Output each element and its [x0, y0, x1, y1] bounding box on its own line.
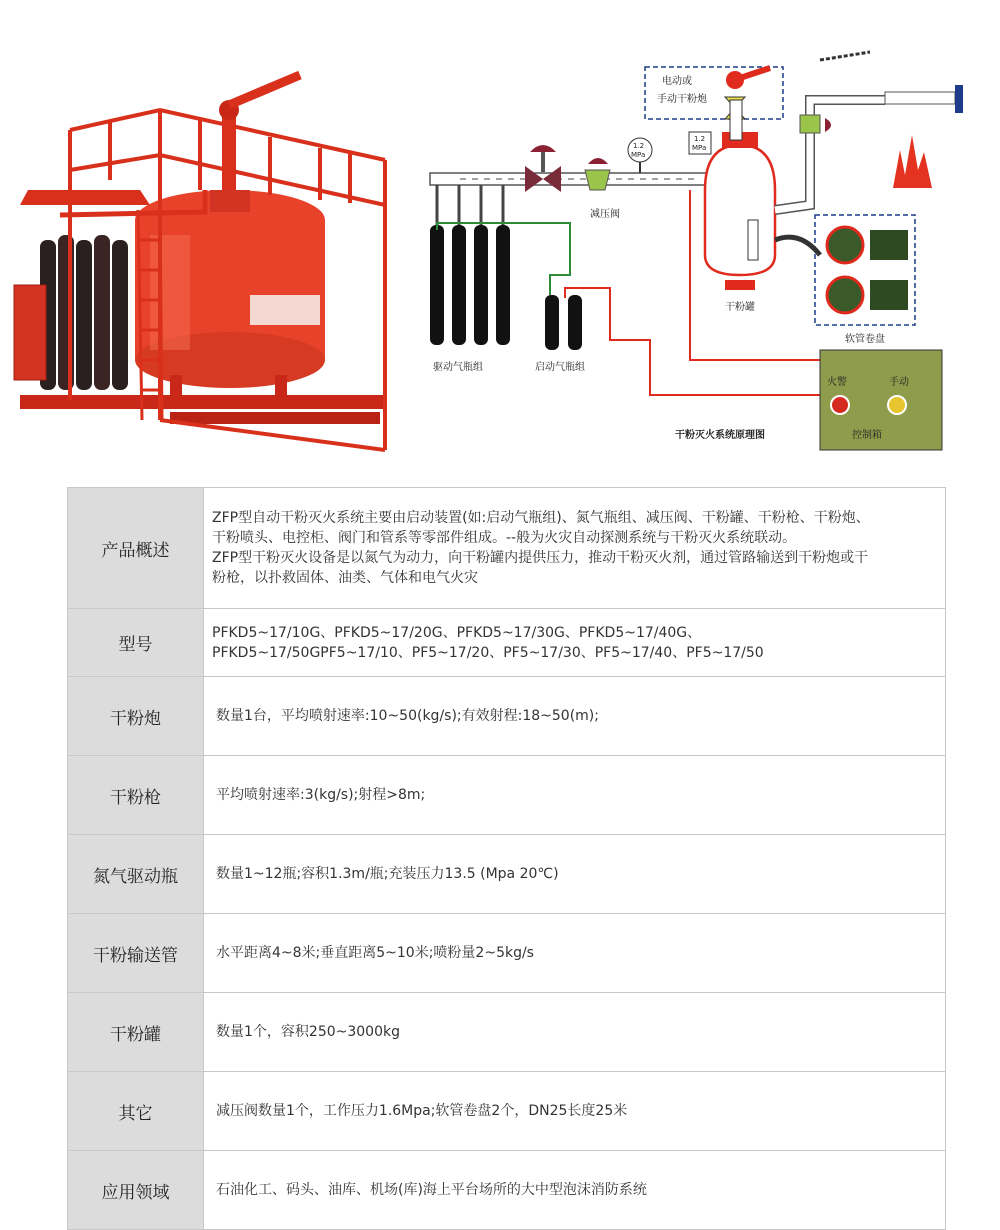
- control-cabinet: [14, 285, 46, 380]
- row-label: 干粉炮: [68, 677, 204, 756]
- system-schematic: [400, 40, 1000, 460]
- manual-label: 手动: [889, 377, 909, 388]
- pressure-gauge-1: [628, 138, 652, 173]
- row-label: 氮气驱动瓶: [68, 835, 204, 914]
- spec-table: [67, 487, 946, 1230]
- table-row: [68, 677, 946, 756]
- row-label: 应用领域: [68, 1151, 204, 1230]
- skid-base: [20, 395, 385, 409]
- row-value: 水平距离4~8米;垂直距离5~10米;喷粉量2~5kg/s: [204, 914, 946, 993]
- table-row: [68, 835, 946, 914]
- fire-alarm-label: 火警: [827, 377, 847, 388]
- table-row: [68, 914, 946, 993]
- row-value: 数量1台，平均喷射速率:10~50(kg/s);有效射程:18~50(m);: [204, 677, 946, 756]
- cannon-label-1: 电动或: [662, 76, 692, 87]
- row-label: 干粉输送管: [68, 914, 204, 993]
- table-row: [68, 993, 946, 1072]
- powder-tank-diagram: [705, 100, 775, 290]
- starter-cylinders-icon: [545, 295, 582, 350]
- reducer-valve-icon: [585, 158, 610, 190]
- cannon-label-2: 手动干粉炮: [657, 94, 707, 105]
- row-label: 干粉枪: [68, 756, 204, 835]
- driver-cylinders-icon: [430, 185, 510, 345]
- table-row: [68, 756, 946, 835]
- row-value: 减压阀数量1个，工作压力1.6Mpa;软管卷盘2个，DN25长度25米: [204, 1072, 946, 1151]
- starter-group-label: 启动气瓶组: [535, 362, 585, 373]
- table-row: [68, 609, 946, 677]
- outlet-valve-icon: [800, 115, 831, 133]
- svg-text:1.2: 1.2: [633, 142, 645, 150]
- row-label: 型号: [68, 609, 204, 677]
- row-label: 其它: [68, 1072, 204, 1151]
- manual-button-icon: [888, 396, 906, 414]
- row-label: 产品概述: [68, 488, 204, 609]
- row-value: 数量1~12瓶;容积1.3m/瓶;充装压力13.5 (Mpa 20℃): [204, 835, 946, 914]
- row-value: 数量1个，容积250~3000kg: [204, 993, 946, 1072]
- table-row: [68, 1072, 946, 1151]
- row-value: 石油化工、码头、油库、机场(库)海上平台场所的大中型泡沫消防系统: [204, 1151, 946, 1230]
- table-row: [68, 488, 946, 609]
- hose-reel-label: 软管卷盘: [845, 334, 885, 345]
- diagram-title: 干粉灭火系统原理图: [675, 430, 765, 441]
- reducer-label: 减压阀: [590, 209, 620, 220]
- row-label: 干粉罐: [68, 993, 204, 1072]
- row-value: 平均喷射速率:3(kg/s);射程>8m;: [204, 756, 946, 835]
- row-value: ZFP型自动干粉灭火系统主要由启动装置(如:启动气瓶组)、氮气瓶组、减压阀、干粉罐、干粉枪、干粉炮、 干粉喷头、电控柜、阀门和管系等零部件组成。--般为火灾自动探测系统与干粉灭火系统联动。 ZFP型干粉灭火设备是以氮气为动力，向干粉罐内提供压力，推动干粉灭火剂，通过管路输送到干粉炮或干 粉枪，以扑救固体、油类、气体和电气火灾: [204, 488, 946, 609]
- driver-group-label: 驱动气瓶组: [433, 362, 483, 373]
- cannon-box: [645, 67, 783, 119]
- gas-cylinders: [40, 235, 128, 390]
- fire-alarm-button-icon: [831, 396, 849, 414]
- tank-label: 干粉罐: [725, 302, 755, 313]
- svg-text:MPa: MPa: [692, 144, 707, 152]
- row-value: PFKD5~17/10G、PFKD5~17/20G、PFKD5~17/30G、PFKD5~17/40G、 PFKD5~17/50GPF5~17/10、PF5~17/20、PF5~17/30、PF5~17/40、PF5~17/50: [204, 609, 946, 677]
- powder-tank: [135, 190, 325, 405]
- svg-text:1.2: 1.2: [694, 135, 706, 143]
- hose-reel-icon: [827, 227, 908, 313]
- flame-icon: [893, 135, 932, 188]
- product-photo: [0, 40, 400, 460]
- pressure-gauge-2: [689, 132, 711, 154]
- control-box-label: 控制箱: [852, 430, 882, 441]
- table-row: [68, 1151, 946, 1230]
- svg-text:MPa: MPa: [631, 151, 646, 159]
